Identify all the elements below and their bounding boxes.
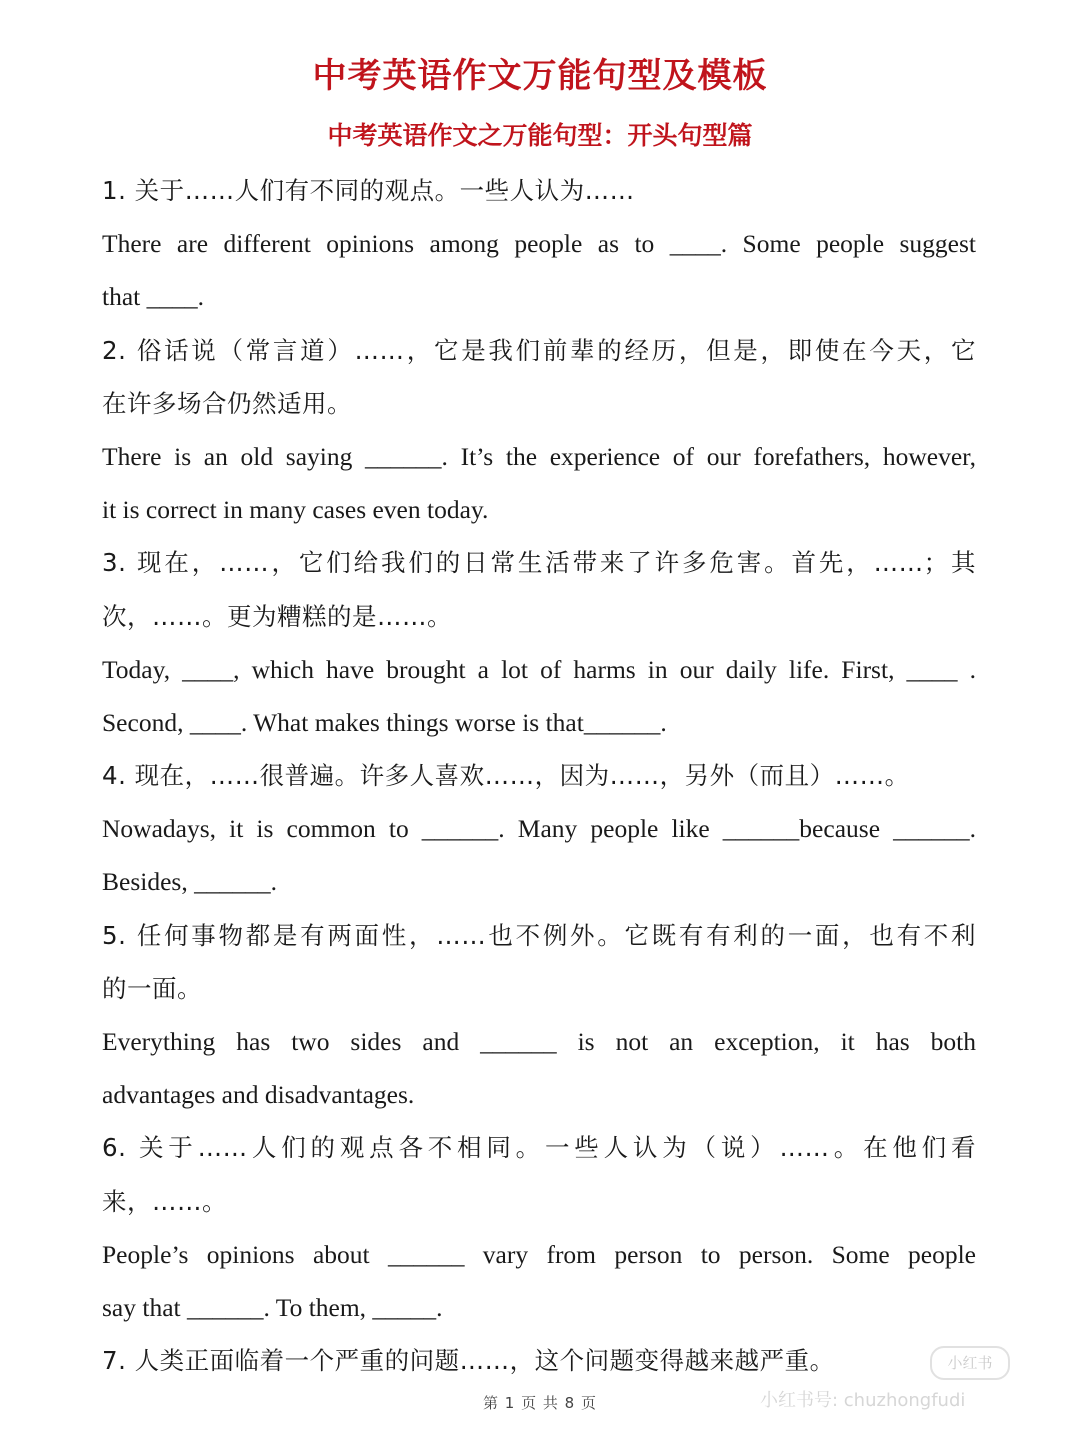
english-sentence-line: that ____.	[102, 282, 204, 312]
document-body	[102, 164, 976, 1387]
english-sentence-line: say that ______. To them, _____.	[102, 1292, 443, 1322]
english-sentence-line: Besides, ______.	[102, 867, 277, 897]
chinese-sentence-line: 2. 俗话说（常言道）……，它是我们前辈的经历，但是，即使在今天，它	[102, 335, 976, 365]
chinese-sentence-line: 在许多场合仍然适用。	[102, 388, 352, 418]
english-sentence-line: advantages and disadvantages.	[102, 1080, 415, 1110]
english-sentence-line: People’s opinions about ______ vary from person to person. Some people	[102, 1239, 976, 1269]
document-subtitle: 中考英语作文之万能句型：开头句型篇	[327, 121, 753, 150]
chinese-sentence-line: 3. 现在，……，它们给我们的日常生活带来了许多危害。首先，……；其	[102, 548, 976, 578]
chinese-sentence-line: 7. 人类正面临着一个严重的问题……，这个问题变得越来越严重。	[102, 1346, 835, 1376]
english-sentence-line: There is an old saying ______. It’s the experience of our forefathers, however,	[102, 441, 976, 471]
chinese-sentence-line: 4. 现在，……很普遍。许多人喜欢……，因为……，另外（而且）……。	[102, 761, 910, 791]
document-title: 中考英语作文万能句型及模板	[312, 56, 768, 96]
english-sentence-line: Today, ____, which have brought a lot of harms in our daily life. First, ____ .	[102, 654, 976, 684]
english-sentence-line: Second, ____. What makes things worse is that______.	[102, 707, 667, 737]
chinese-sentence-line: 5. 任何事物都是有两面性，……也不例外。它既有有利的一面，也有不利	[102, 920, 976, 950]
chinese-sentence-line: 的一面。	[102, 973, 202, 1003]
watermark-logo: 小红书	[930, 1346, 1010, 1380]
english-sentence-line: Nowadays, it is common to ______. Many people like ______because ______.	[102, 814, 976, 844]
english-sentence-line: Everything has two sides and ______ is not an exception, it has both	[102, 1027, 976, 1056]
chinese-sentence-line: 来，……。	[102, 1186, 227, 1216]
chinese-sentence-line: 1. 关于……人们有不同的观点。一些人认为……	[102, 176, 635, 205]
english-sentence-line: There are different opinions among people as to ____. Some people suggest	[102, 229, 976, 259]
chinese-sentence-line: 次，……。更为糟糕的是……。	[102, 601, 452, 631]
watermark-account: 小红书号: chuzhongfudi	[760, 1390, 966, 1411]
english-sentence-line: it is correct in many cases even today.	[102, 495, 489, 525]
page-number-footer: 第 1 页 共 8 页	[483, 1394, 597, 1412]
chinese-sentence-line: 6. 关于……人们的观点各不相同。一些人认为（说）……。在他们看	[102, 1133, 976, 1163]
